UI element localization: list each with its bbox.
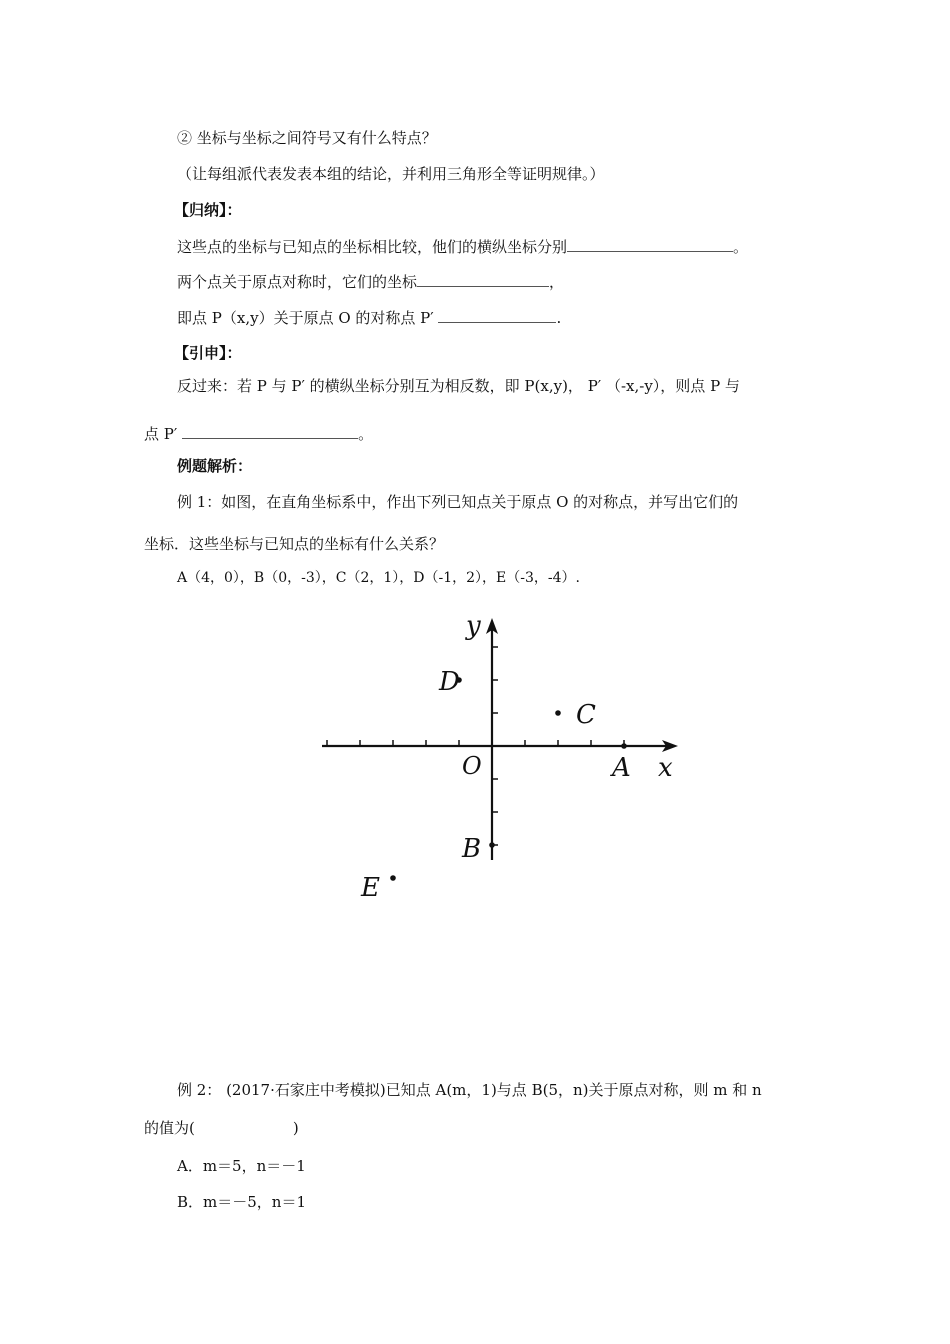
answer-blank-2[interactable] bbox=[417, 272, 549, 287]
point-b bbox=[489, 842, 495, 848]
origin-label: O bbox=[462, 752, 482, 780]
option-b[interactable]: B．m＝－5，n＝1 bbox=[177, 1193, 306, 1211]
example-1-line-1: 例 1：如图，在直角坐标系中，作出下列已知点关于原点 O 的对称点，并写出它们的 bbox=[177, 493, 739, 511]
data-points bbox=[360, 667, 631, 903]
summary-line-1-end: 。 bbox=[733, 238, 749, 256]
point-label-c: C bbox=[576, 700, 596, 730]
summary-line-3 bbox=[177, 308, 561, 328]
summary-line-2 bbox=[177, 272, 564, 292]
extension-line-2 bbox=[144, 424, 373, 444]
summary-line-1 bbox=[177, 237, 748, 257]
point-label-e: E bbox=[361, 873, 380, 903]
point-label-d: D bbox=[439, 667, 460, 697]
hint-text: （让每组派代表发表本组的结论，并利用三角形全等证明规律。） bbox=[177, 165, 605, 183]
extension-line-2-text: 点 P′ bbox=[144, 425, 178, 443]
x-axis-label: x bbox=[658, 753, 673, 783]
answer-blank-4[interactable] bbox=[182, 424, 358, 439]
example-2-line-1: 例 2： (2017·石家庄中考模拟)已知点 A(m，1)与点 B(5，n)关于原点对称，则 m 和 n bbox=[177, 1081, 762, 1099]
summary-line-2-text: 两个点关于原点对称时，它们的坐标 bbox=[177, 273, 418, 291]
option-a[interactable]: A．m＝5，n＝－1 bbox=[177, 1157, 306, 1175]
summary-heading: 【归纳】： bbox=[174, 201, 242, 219]
examples-heading: 例题解析： bbox=[177, 457, 253, 475]
answer-blank-1[interactable] bbox=[567, 237, 733, 252]
axes bbox=[322, 618, 678, 860]
y-axis-label: y bbox=[466, 611, 481, 641]
example-2-line-2-end: ) bbox=[292, 1119, 299, 1137]
example-2-line-2 bbox=[144, 1118, 299, 1138]
point-a bbox=[621, 743, 627, 749]
extension-line-2-end: 。 bbox=[358, 425, 374, 443]
question-2: ② 坐标与坐标之间符号又有什么特点？ bbox=[177, 129, 437, 147]
point-label-b: B bbox=[462, 834, 482, 864]
summary-line-2-end: ， bbox=[549, 273, 565, 291]
summary-line-3-end: . bbox=[556, 309, 562, 327]
example-2-line-2-start: 的值为( bbox=[144, 1119, 195, 1137]
extension-line-1: 反过来：若 P 与 P′ 的横纵坐标分别互为相反数，即 P(x,y)， P′ （-x,-y），则点 P 与 bbox=[177, 377, 740, 395]
extension-heading: 【引申】： bbox=[174, 344, 242, 362]
point-label-a: A bbox=[612, 753, 631, 783]
point-e bbox=[390, 875, 396, 881]
example-1-points: A（4，0），B（0，-3），C（2，1），D（-1，2），E（-3，-4）. bbox=[177, 570, 580, 586]
summary-line-1-text: 这些点的坐标与已知点的坐标相比较，他们的横纵坐标分别 bbox=[177, 238, 568, 256]
summary-line-3-text: 即点 P（x,y）关于原点 O 的对称点 P′ bbox=[177, 309, 434, 327]
coordinate-figure bbox=[318, 606, 690, 903]
example-1-line-2: 坐标．这些坐标与已知点的坐标有什么关系？ bbox=[144, 535, 445, 553]
point-c bbox=[555, 710, 561, 716]
answer-blank-3[interactable] bbox=[438, 308, 556, 323]
